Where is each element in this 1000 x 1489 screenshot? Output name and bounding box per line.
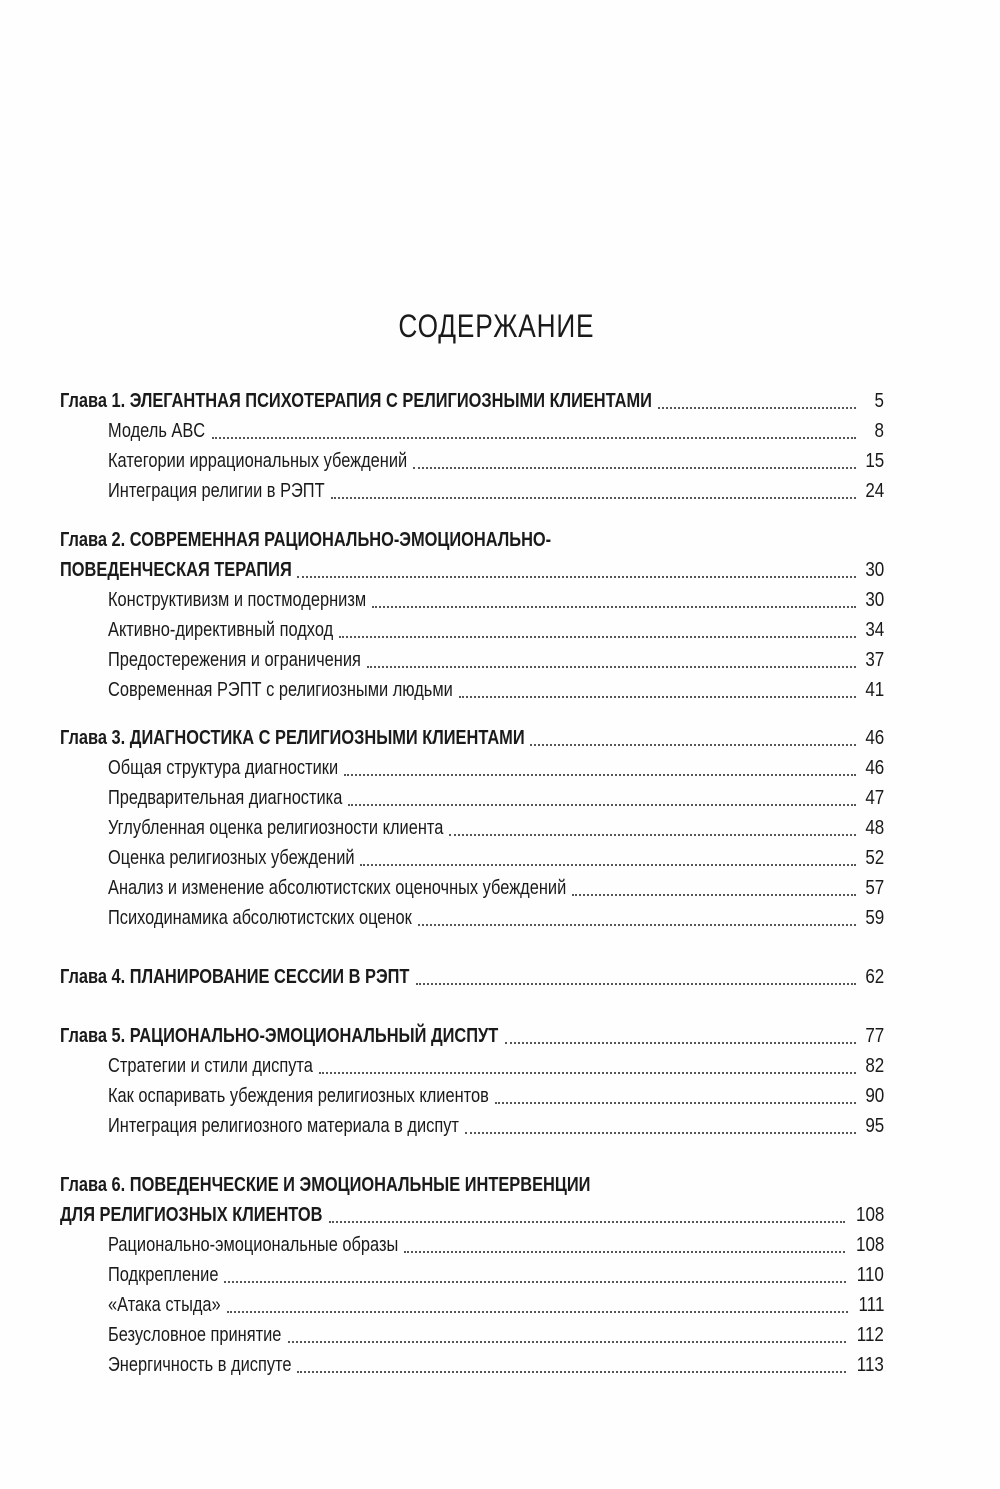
toc-entry-title: Как оспаривать убеждения религиозных клиентов bbox=[108, 1085, 489, 1107]
toc-entry-title: Рационально-эмоциональные образы bbox=[108, 1234, 399, 1256]
toc-entry-title: Конструктивизм и постмодернизм bbox=[108, 589, 367, 611]
toc-entry-title: Безусловное принятие bbox=[108, 1324, 282, 1346]
toc-page-number: 47 bbox=[865, 787, 884, 809]
dot-leader bbox=[288, 1341, 846, 1343]
toc-subsection-entry bbox=[108, 783, 884, 813]
toc-page-number: 5 bbox=[874, 390, 884, 412]
toc-entry-title: Общая структура диагностики bbox=[108, 757, 339, 779]
toc-subsection-entry bbox=[108, 873, 884, 903]
toc-entry-title: Категории иррациональных убеждений bbox=[108, 450, 408, 472]
toc-page-number: 15 bbox=[865, 450, 884, 472]
toc-page-number: 46 bbox=[865, 757, 884, 779]
dot-leader bbox=[297, 576, 855, 578]
toc-entry-title: Интеграция религии в РЭПТ bbox=[108, 480, 325, 502]
dot-leader bbox=[449, 834, 855, 836]
toc-entry-title: Предостережения и ограничения bbox=[108, 649, 361, 671]
toc-subsection-entry bbox=[108, 1290, 884, 1320]
dot-leader bbox=[459, 696, 856, 698]
dot-leader bbox=[418, 924, 856, 926]
toc-page-number: 30 bbox=[865, 559, 884, 581]
toc-chapter-entry bbox=[60, 525, 884, 555]
toc-page-number: 59 bbox=[865, 907, 884, 929]
toc-entry-title: Глава 2. СОВРЕМЕННАЯ РАЦИОНАЛЬНО-ЭМОЦИОНАЛЬНО- bbox=[60, 529, 552, 551]
dot-leader bbox=[465, 1132, 856, 1134]
toc-entry-title: Психодинамика абсолютистских оценок bbox=[108, 907, 412, 929]
toc-entry-title: Модель ABC bbox=[108, 420, 206, 442]
dot-leader bbox=[367, 666, 856, 668]
toc-page-number: 8 bbox=[874, 420, 884, 442]
toc-entry-title: «Атака стыда» bbox=[108, 1294, 221, 1316]
toc-chapter-entry bbox=[60, 386, 884, 416]
toc-entry-title: Глава 5. РАЦИОНАЛЬНО-ЭМОЦИОНАЛЬНЫЙ ДИСПУТ bbox=[60, 1025, 499, 1047]
toc-subsection-entry bbox=[108, 753, 884, 783]
toc-page-number: 24 bbox=[865, 480, 884, 502]
dot-leader bbox=[572, 894, 856, 896]
toc-entry-title: Углубленная оценка религиозности клиента bbox=[108, 817, 444, 839]
toc-chapter-entry bbox=[60, 1021, 884, 1051]
dot-leader bbox=[372, 606, 856, 608]
dot-leader bbox=[505, 1042, 856, 1044]
toc-page-number: 52 bbox=[865, 847, 884, 869]
toc-entry-title: Анализ и изменение абсолютистских оценочных убеждений bbox=[108, 877, 567, 899]
page-title: СОДЕРЖАНИЕ bbox=[398, 308, 595, 344]
toc-entry-title: Глава 4. ПЛАНИРОВАНИЕ СЕССИИ В РЭПТ bbox=[60, 966, 410, 988]
toc-page-number: 62 bbox=[865, 966, 884, 988]
toc-chapter-entry bbox=[60, 1200, 884, 1230]
dot-leader bbox=[297, 1371, 846, 1373]
toc-page-number: 82 bbox=[865, 1055, 884, 1077]
toc-subsection-entry bbox=[108, 416, 884, 446]
toc-chapter-entry bbox=[60, 1170, 884, 1200]
toc-page-number: 37 bbox=[865, 649, 884, 671]
toc-page-number: 77 bbox=[865, 1025, 884, 1047]
toc-page-number: 30 bbox=[865, 589, 884, 611]
toc-subsection-entry bbox=[108, 476, 884, 506]
toc-page-number: 41 bbox=[865, 679, 884, 701]
toc-entry-title: Глава 1. ЭЛЕГАНТНАЯ ПСИХОТЕРАПИЯ С РЕЛИГИОЗНЫМИ КЛИЕНТАМИ bbox=[60, 390, 652, 412]
toc-entry-title: Подкрепление bbox=[108, 1264, 219, 1286]
toc-page-number: 108 bbox=[855, 1204, 884, 1226]
toc-subsection-entry bbox=[108, 813, 884, 843]
toc-entry-title: Предварительная диагностика bbox=[108, 787, 343, 809]
toc-subsection-entry bbox=[108, 1260, 884, 1290]
toc-subsection-entry bbox=[108, 1230, 884, 1260]
toc-subsection-entry bbox=[108, 446, 884, 476]
toc-subsection-entry bbox=[108, 1081, 884, 1111]
dot-leader bbox=[360, 864, 855, 866]
dot-leader bbox=[344, 774, 856, 776]
dot-leader bbox=[212, 437, 856, 439]
dot-leader bbox=[224, 1281, 846, 1283]
toc-subsection-entry bbox=[108, 1350, 884, 1380]
dot-leader bbox=[530, 744, 856, 746]
dot-leader bbox=[227, 1311, 848, 1313]
toc-subsection-entry bbox=[108, 675, 884, 705]
toc-chapter-entry bbox=[60, 962, 884, 992]
toc-page-number: 95 bbox=[865, 1115, 884, 1137]
toc-entry-title: Оценка религиозных убеждений bbox=[108, 847, 355, 869]
toc-chapter-entry bbox=[60, 555, 884, 585]
dot-leader bbox=[495, 1102, 856, 1104]
toc-page-number: 34 bbox=[865, 619, 884, 641]
toc-chapter-entry bbox=[60, 723, 884, 753]
dot-leader bbox=[658, 407, 856, 409]
toc-page-number: 112 bbox=[856, 1324, 884, 1346]
toc-entry-title: Энергичность в диспуте bbox=[108, 1354, 292, 1376]
toc-subsection-entry bbox=[108, 645, 884, 675]
dot-leader bbox=[348, 804, 856, 806]
toc-subsection-entry bbox=[108, 1051, 884, 1081]
dot-leader bbox=[329, 1221, 845, 1223]
dot-leader bbox=[416, 983, 856, 985]
toc-subsection-entry bbox=[108, 1320, 884, 1350]
toc-entry-title: Интеграция религиозного материала в диспут bbox=[108, 1115, 459, 1137]
toc-entry-title: Глава 3. ДИАГНОСТИКА С РЕЛИГИОЗНЫМИ КЛИЕНТАМИ bbox=[60, 727, 525, 749]
dot-leader bbox=[331, 497, 856, 499]
dot-leader bbox=[319, 1072, 856, 1074]
toc-entry-title: Современная РЭПТ с религиозными людьми bbox=[108, 679, 453, 701]
toc-subsection-entry bbox=[108, 1111, 884, 1141]
toc-page-number: 57 bbox=[865, 877, 884, 899]
toc-page-number: 113 bbox=[856, 1354, 884, 1376]
toc-page-number: 111 bbox=[858, 1294, 884, 1316]
toc-entry-title: ПОВЕДЕНЧЕСКАЯ ТЕРАПИЯ bbox=[60, 559, 292, 581]
toc-entry-title: Активно-директивный подход bbox=[108, 619, 334, 641]
dot-leader bbox=[339, 636, 856, 638]
toc-entry-title: Стратегии и стили диспута bbox=[108, 1055, 313, 1077]
toc-page-number: 108 bbox=[855, 1234, 884, 1256]
toc-page-number: 90 bbox=[865, 1085, 884, 1107]
toc-subsection-entry bbox=[108, 615, 884, 645]
toc-page-number: 110 bbox=[856, 1264, 884, 1286]
toc-subsection-entry bbox=[108, 903, 884, 933]
toc-entry-title: ДЛЯ РЕЛИГИОЗНЫХ КЛИЕНТОВ bbox=[60, 1204, 323, 1226]
toc-page-number: 48 bbox=[865, 817, 884, 839]
toc-page-number: 46 bbox=[865, 727, 884, 749]
dot-leader bbox=[404, 1251, 844, 1253]
toc-entry-title: Глава 6. ПОВЕДЕНЧЕСКИЕ И ЭМОЦИОНАЛЬНЫЕ ИНТЕРВЕНЦИИ bbox=[60, 1174, 591, 1196]
toc-subsection-entry bbox=[108, 585, 884, 615]
toc-subsection-entry bbox=[108, 843, 884, 873]
dot-leader bbox=[413, 467, 856, 469]
